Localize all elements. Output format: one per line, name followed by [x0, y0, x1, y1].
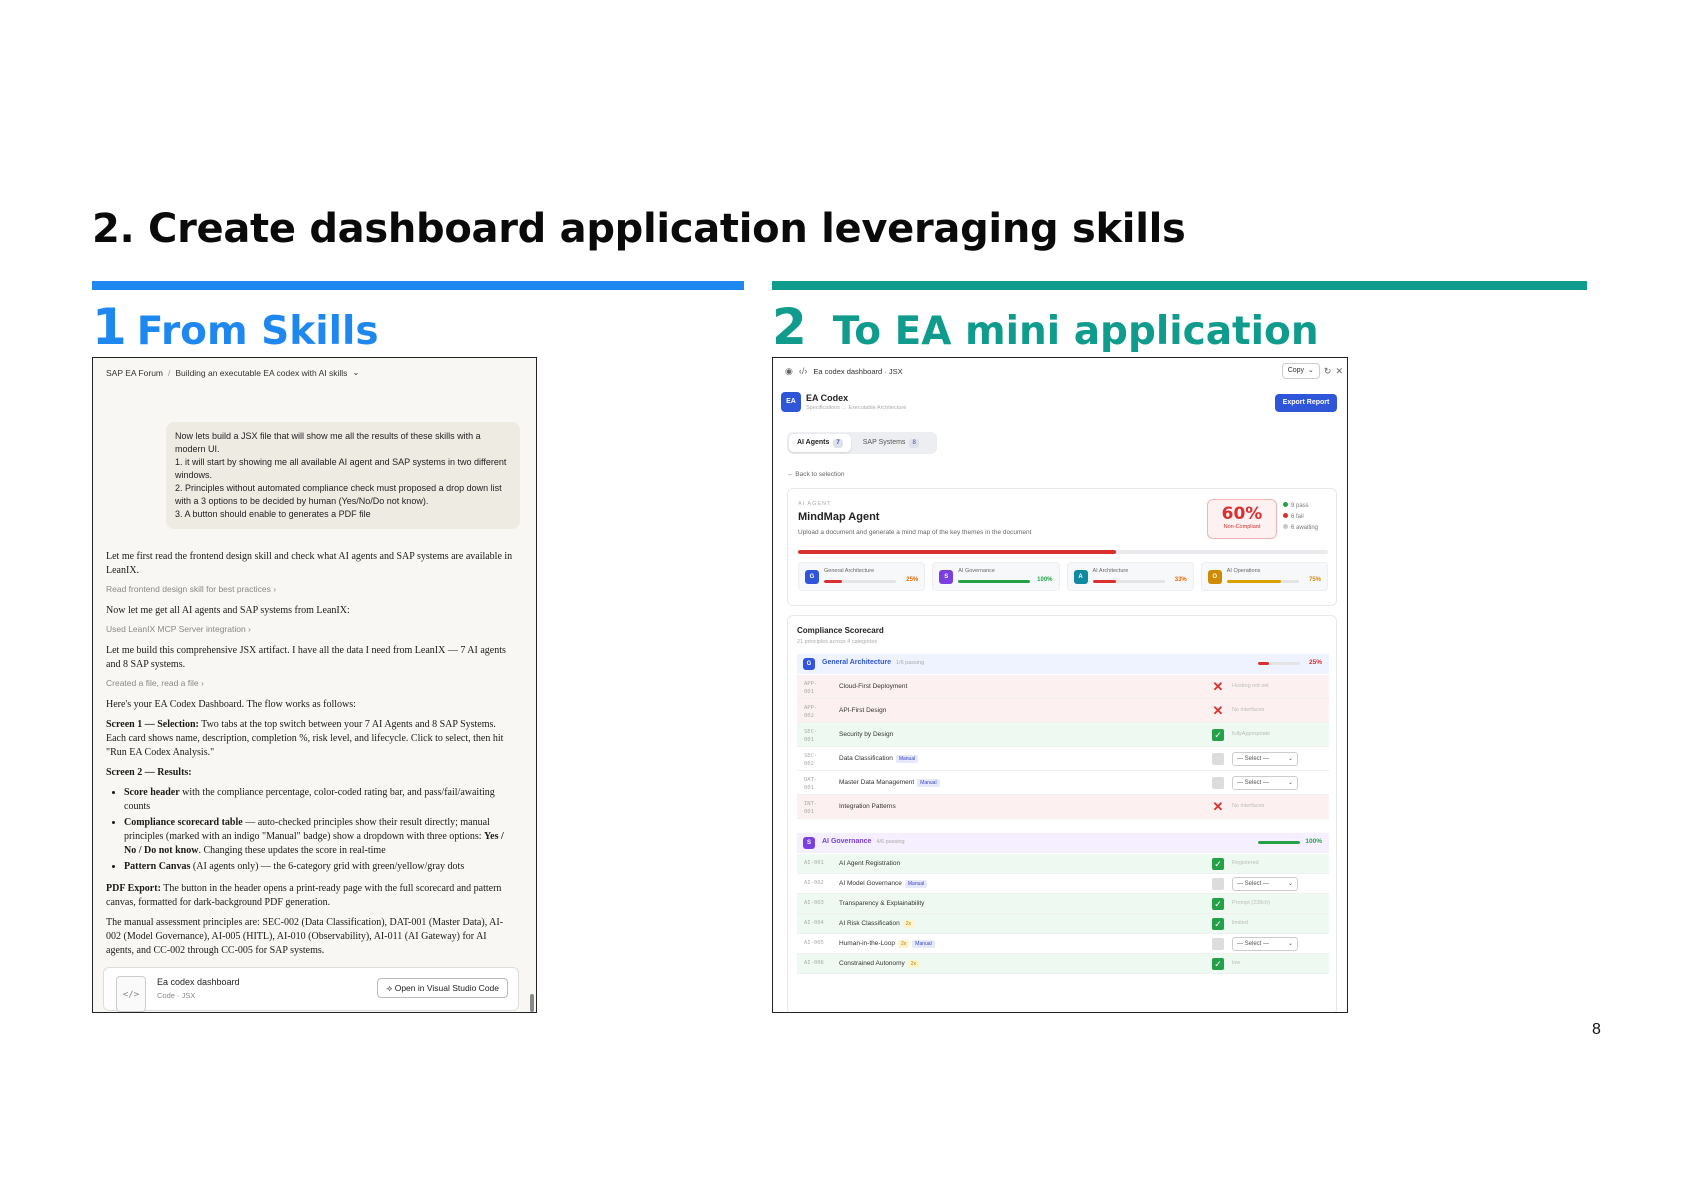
table-row — [797, 795, 1329, 819]
assistant-reply — [106, 550, 516, 964]
copy-button[interactable] — [1282, 363, 1320, 379]
principle-id: INT- 001 — [804, 801, 818, 815]
principle-label — [839, 707, 886, 714]
group-progress-bar — [1258, 841, 1300, 844]
principle-label — [839, 779, 940, 787]
principle-name: Constrained Autonomy — [839, 960, 905, 967]
pass-check-icon: ✓ — [1212, 898, 1224, 910]
score-progress-fill — [798, 550, 1116, 554]
principle-id: AI-004 — [804, 920, 824, 926]
bold-label: Compliance scorecard table — [124, 817, 243, 828]
refresh-icon[interactable]: ↻ — [1323, 365, 1332, 376]
weight-badge: 2x — [908, 960, 919, 968]
prompt-line: 3. A button should enable to generates a PDF file — [175, 509, 371, 519]
slide-title: 2. Create dashboard application leveraging skills — [92, 206, 1186, 252]
section-number: 2 — [772, 298, 807, 356]
awaiting-dot-icon — [1283, 524, 1288, 529]
section-heading-ea-app — [772, 298, 1319, 356]
section-label: To EA mini application — [832, 309, 1319, 354]
score-progress-bar — [798, 550, 1328, 554]
result-note: No interfaces — [1232, 707, 1265, 713]
app-logo: EA — [781, 392, 801, 412]
group-name — [822, 659, 924, 666]
category-progress-fill — [1093, 580, 1117, 583]
tab-ai-agents[interactable] — [789, 434, 851, 452]
table-row — [797, 771, 1329, 795]
principle-id: SEC- 001 — [804, 729, 818, 743]
reply-text: with the compliance percentage, color-coded rating bar, and pass/fail/awaiting counts — [124, 787, 495, 812]
principle-name: Security by Design — [839, 731, 894, 738]
manual-badge: Manual — [912, 940, 934, 948]
agent-kicker: AI AGENT — [798, 501, 832, 507]
category-badge: A — [1074, 570, 1088, 584]
group-progress-bar — [1258, 662, 1300, 665]
category-card — [932, 562, 1059, 591]
category-percent: 25% — [906, 577, 919, 583]
principle-name: AI Risk Classification — [839, 920, 900, 927]
pass-check-icon: ✓ — [1212, 958, 1224, 970]
section-heading-from-skills — [92, 298, 379, 356]
app-subtitle: Specifications → Executable Architecture — [806, 405, 907, 411]
breadcrumb-current[interactable]: Building an executable EA codex with AI skills — [175, 367, 348, 378]
bold-label: Screen 2 — Results: — [106, 767, 192, 778]
fail-x-icon: ✕ — [1212, 679, 1224, 694]
principle-id: AI-005 — [804, 940, 824, 946]
result-note: Hosting not set — [1232, 683, 1269, 689]
principle-id: APP- 002 — [804, 705, 818, 719]
weight-badge: 2x — [903, 920, 914, 928]
tab-count: 7 — [833, 439, 842, 448]
score-value: 60% — [1221, 504, 1263, 524]
category-name: AI Operations — [1226, 568, 1261, 574]
agent-name: MindMap Agent — [798, 511, 880, 523]
tool-use-link[interactable]: Created a file, read a file › — [106, 678, 204, 688]
principle-name: AI Model Governance — [839, 880, 902, 887]
reply-paragraph — [106, 882, 516, 910]
reply-paragraph: Here's your EA Codex Dashboard. The flow works as follows: — [106, 699, 356, 710]
category-percent: 100% — [1037, 577, 1053, 583]
select-value: — Select — — [1237, 941, 1270, 947]
principle-label — [839, 755, 918, 763]
pending-box-icon — [1212, 777, 1224, 789]
scorecard-group-header[interactable] — [797, 654, 1329, 674]
category-card — [1201, 562, 1328, 591]
group-badge: S — [803, 837, 815, 849]
chevron-down-icon[interactable]: ⌄ — [1308, 367, 1314, 374]
breadcrumb-separator: / — [168, 367, 171, 378]
prompt-line: 2. Principles without automated compliance check must proposed a drop down list with a 3 options to be decided by human (Yes/No/Do not know). — [175, 483, 505, 506]
category-progress-fill — [824, 580, 842, 583]
category-progress-bar — [824, 580, 896, 583]
group-progress-fill — [1258, 662, 1269, 665]
pass-check-icon: ✓ — [1212, 729, 1224, 741]
manual-assessment-select[interactable] — [1232, 937, 1298, 951]
group-passing: 1/6 passing — [896, 660, 925, 666]
user-prompt — [166, 422, 520, 529]
principle-label — [839, 880, 927, 888]
category-name: AI Governance — [958, 568, 995, 574]
artifact-card[interactable] — [103, 967, 519, 1011]
group-title: General Architecture — [822, 659, 891, 666]
artifact-name: Ea codex dashboard — [157, 977, 240, 987]
dashboard-screenshot — [772, 357, 1348, 1013]
reply-text: Two tabs at the top switch between your 7 AI Agents and 8 SAP Systems. Each card shows name, description, completion %, risk level, and lifecycle. Click to select, then hit "Run EA Codex Analysis." — [106, 719, 504, 758]
category-progress-bar — [1227, 580, 1299, 583]
chevron-down-icon[interactable]: ⌄ — [352, 367, 360, 377]
principle-name: API-First Design — [839, 707, 887, 714]
section-number: 1 — [92, 298, 127, 356]
principle-label — [839, 940, 935, 948]
table-row — [797, 914, 1329, 934]
principle-name: Transparency & Explainability — [839, 900, 925, 907]
category-name: General Architecture — [824, 568, 875, 574]
category-card — [798, 562, 925, 591]
open-in-vscode-button[interactable]: ⟢ Open in Visual Studio Code — [377, 978, 508, 998]
eye-icon[interactable]: ◉ — [785, 365, 793, 376]
group-name — [822, 838, 905, 845]
table-row — [797, 723, 1329, 747]
category-progress-bar — [1093, 580, 1165, 583]
artifact-topbar — [773, 358, 1347, 384]
tab-count: 8 — [909, 439, 918, 448]
category-percent: 75% — [1308, 577, 1321, 583]
group-badge: G — [803, 658, 815, 670]
principle-label — [839, 920, 914, 928]
table-row — [797, 699, 1329, 723]
category-badge: G — [805, 570, 819, 584]
code-file-icon: </> — [116, 976, 146, 1012]
table-row — [797, 934, 1329, 954]
reply-paragraph: Let me first read the frontend design skill and check what AI agents and SAP systems are available in LeanIX. — [106, 551, 513, 576]
legend-text: 6 fail — [1291, 514, 1304, 520]
artifact-title: Ea codex dashboard · JSX — [813, 366, 903, 376]
prompt-line: 1. it will start by showing me all available AI agent and SAP systems in two different windows. — [175, 457, 509, 480]
principle-label — [839, 960, 919, 968]
score-rating: Non-Compliant — [1223, 524, 1261, 530]
bold-label: PDF Export: — [106, 883, 161, 894]
bold-label: Yes / No / Do not know — [124, 831, 504, 856]
principle-id: AI-006 — [804, 960, 824, 966]
principle-name: Human-in-the-Loop — [839, 940, 896, 947]
tab-bar — [787, 432, 937, 454]
principle-id: APP- 001 — [804, 681, 818, 695]
principle-label — [839, 683, 907, 690]
pending-box-icon — [1212, 878, 1224, 890]
tab-sap-systems[interactable] — [855, 434, 927, 452]
result-note: Prompt (238ch) — [1232, 900, 1270, 906]
page-number: 8 — [1592, 1021, 1601, 1038]
back-to-selection-link[interactable]: ← Back to selection — [787, 471, 845, 478]
tool-use-link[interactable]: Read frontend design skill for best practices › — [106, 584, 277, 594]
principle-id: AI-003 — [804, 900, 824, 906]
manual-assessment-select[interactable] — [1232, 877, 1298, 891]
principle-name: AI Agent Registration — [839, 860, 901, 867]
principle-id: DAT- 001 — [804, 777, 818, 791]
manual-badge: Manual — [896, 755, 918, 763]
chat-screenshot — [92, 357, 537, 1013]
result-note: fullyAppropriate — [1232, 731, 1271, 737]
app-header — [781, 392, 1341, 420]
reply-text: The button in the header opens a print-ready page with the full scorecard and pattern canvas, formatted for dark-background PDF generation. — [106, 883, 502, 908]
pass-check-icon: ✓ — [1212, 918, 1224, 930]
legend-pass — [1283, 501, 1318, 512]
pass-dot-icon — [1283, 502, 1288, 507]
reply-text: — auto-checked principles show their result directly; manual principles (marked with an indigo "Manual" badge) show a dropdown with three options: — [124, 817, 490, 842]
result-note: low — [1232, 960, 1241, 966]
reply-text: . Changing these updates the score in real-time — [198, 845, 386, 856]
chevron-down-icon: ⌄ — [1287, 881, 1293, 887]
pass-check-icon: ✓ — [1212, 858, 1224, 870]
tab-label: SAP Systems — [862, 439, 906, 446]
list-item — [124, 786, 516, 814]
fail-x-icon: ✕ — [1212, 703, 1224, 718]
group-percent: 25% — [1308, 659, 1322, 666]
category-badge: O — [1208, 570, 1222, 584]
category-progress-fill — [958, 580, 1030, 583]
right-accent-bar — [772, 281, 1587, 290]
left-accent-bar — [92, 281, 744, 290]
principle-name: Cloud-First Deployment — [839, 683, 908, 690]
chevron-down-icon: ⌄ — [1287, 941, 1293, 947]
pending-box-icon — [1212, 938, 1224, 950]
result-note: limited — [1232, 920, 1248, 926]
legend-fail — [1283, 512, 1318, 523]
principle-name: Master Data Management — [839, 779, 915, 786]
list-item — [124, 816, 516, 858]
manual-assessment-select[interactable] — [1232, 752, 1298, 766]
prompt-line: Now lets build a JSX file that will show me all the results of these skills with a modern UI. — [175, 431, 484, 454]
legend-text: 6 awaiting — [1291, 525, 1319, 531]
chevron-down-icon: ⌄ — [1287, 756, 1293, 762]
fail-x-icon: ✕ — [1212, 799, 1224, 814]
scorecard-subtitle: 21 principles across 4 categories — [797, 639, 878, 645]
principle-id: AI-001 — [804, 860, 824, 866]
results-list — [124, 786, 516, 874]
tool-use-link[interactable]: Used LeanIX MCP Server integration › — [106, 624, 251, 634]
reply-paragraph — [106, 766, 516, 780]
fail-dot-icon — [1283, 513, 1288, 518]
chevron-down-icon: ⌄ — [1287, 780, 1293, 786]
agent-description: Upload a document and generate a mind map of the key themes in the document — [798, 529, 1032, 536]
code-icon[interactable]: ‹/› — [798, 366, 808, 376]
principle-id: SEC- 002 — [804, 753, 818, 767]
table-row — [797, 894, 1329, 914]
bold-label: Screen 1 — Selection: — [106, 719, 199, 730]
artifact-meta: Code · JSX — [157, 991, 196, 1000]
category-summary — [798, 562, 1328, 591]
table-row — [797, 675, 1329, 699]
score-legend — [1283, 501, 1318, 534]
group-percent: 100% — [1305, 838, 1322, 845]
export-report-button[interactable]: Export Report — [1275, 394, 1337, 412]
principle-label — [839, 860, 900, 867]
breadcrumb-root[interactable]: SAP EA Forum — [106, 367, 164, 378]
reply-paragraph: Now let me get all AI agents and SAP systems from LeanIX: — [106, 605, 350, 616]
breadcrumb — [106, 367, 360, 378]
category-percent: 33% — [1174, 577, 1187, 583]
agent-score-card — [787, 488, 1337, 606]
select-value: — Select — — [1237, 780, 1270, 786]
bold-label: Score header — [124, 787, 180, 798]
tab-label: AI Agents — [797, 439, 830, 446]
scorecard-title: Compliance Scorecard — [797, 626, 884, 635]
reply-paragraph: The manual assessment principles are: SEC-002 (Data Classification), DAT-001 (Master Data), AI-002 (Model Governance), AI-005 (HITL), AI-010 (Observability), AI-011 (AI Gateway) for AI agents, and CC-002 through CC-005 for SAP systems. — [106, 917, 504, 956]
app-title: EA Codex — [806, 393, 849, 403]
table-row — [797, 747, 1329, 771]
manual-badge: Manual — [905, 880, 927, 888]
group-progress-fill — [1258, 841, 1300, 844]
reply-paragraph: Let me build this comprehensive JSX artifact. I have all the data I need from LeanIX — 7 AI agents and 8 SAP systems. — [106, 645, 506, 670]
table-row — [797, 874, 1329, 894]
reply-paragraph — [106, 718, 516, 760]
legend-awaiting — [1283, 523, 1318, 534]
select-value: — Select — — [1237, 756, 1270, 762]
section-label: From Skills — [136, 309, 379, 354]
compliance-score — [1207, 499, 1277, 539]
copy-label: Copy — [1287, 367, 1305, 374]
category-badge: S — [939, 570, 953, 584]
select-value: — Select — — [1237, 881, 1270, 887]
manual-assessment-select[interactable] — [1232, 776, 1298, 790]
category-name: AI Architecture — [1092, 568, 1129, 574]
category-progress-bar — [958, 580, 1030, 583]
compliance-scorecard — [787, 615, 1337, 1013]
scorecard-group-header[interactable] — [797, 833, 1329, 853]
principle-name: Data Classification — [839, 755, 893, 762]
principle-id: AI-002 — [804, 880, 824, 886]
principle-label — [839, 803, 896, 810]
category-card — [1067, 562, 1194, 591]
pending-box-icon — [1212, 753, 1224, 765]
group-passing: 4/6 passing — [876, 839, 905, 845]
topbar-actions — [1282, 363, 1343, 379]
scrollbar[interactable] — [530, 994, 534, 1012]
group-title: AI Governance — [822, 838, 872, 845]
close-icon[interactable]: ✕ — [1335, 365, 1343, 376]
list-item — [124, 860, 516, 874]
table-row — [797, 854, 1329, 874]
bold-label: Pattern Canvas — [124, 861, 191, 872]
weight-badge: 2x — [898, 940, 909, 948]
principle-label — [839, 900, 924, 907]
principle-name: Integration Patterns — [839, 803, 896, 810]
principle-label — [839, 731, 893, 738]
category-progress-fill — [1227, 580, 1281, 583]
manual-badge: Manual — [917, 779, 939, 787]
result-note: Registered — [1232, 860, 1259, 866]
result-note: No interfaces — [1232, 803, 1265, 809]
legend-text: 9 pass — [1291, 503, 1309, 509]
reply-text: (AI agents only) — the 6-category grid with green/yellow/gray dots — [190, 861, 465, 872]
table-row — [797, 954, 1329, 974]
